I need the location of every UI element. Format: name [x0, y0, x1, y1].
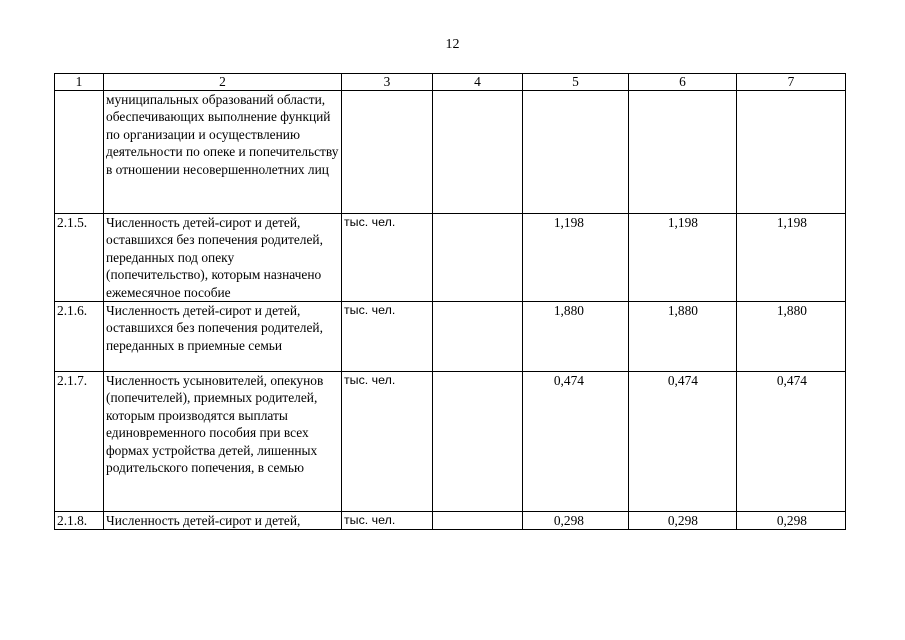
unit-cell: тыс. чел. [342, 372, 433, 512]
value-cell-4 [433, 214, 523, 302]
table-row [55, 302, 846, 372]
row-number: 2.1.7. [55, 372, 104, 512]
column-header: 5 [523, 74, 629, 91]
value-cell-7: 1,880 [737, 302, 846, 372]
value-cell-6: 0,298 [629, 512, 737, 530]
value-cell-7: 1,198 [737, 214, 846, 302]
table-row [55, 91, 846, 214]
row-number: 2.1.5. [55, 214, 104, 302]
indicator-name: Численность детей-сирот и детей, оставшихся без попечения родителей, переданных под опеку (попечительство), которым назначено ежемесячное пособие [104, 214, 342, 302]
indicator-name: Численность детей-сирот и детей, [104, 512, 342, 530]
table-header-row [55, 74, 846, 91]
value-cell-6: 1,880 [629, 302, 737, 372]
value-cell-5: 0,298 [523, 512, 629, 530]
value-cell-5: 0,474 [523, 372, 629, 512]
row-number: 2.1.6. [55, 302, 104, 372]
column-header: 6 [629, 74, 737, 91]
column-header: 1 [55, 74, 104, 91]
column-header: 4 [433, 74, 523, 91]
value-cell-6 [629, 91, 737, 214]
column-header: 3 [342, 74, 433, 91]
table-row [55, 512, 846, 530]
value-cell-4 [433, 512, 523, 530]
value-cell-6: 0,474 [629, 372, 737, 512]
indicator-name: Численность усыновителей, опекунов (попечителей), приемных родителей, которым производятся выплаты единовременного пособия при всех формах устройства детей, лишенных родительского попечения, в семью [104, 372, 342, 512]
value-cell-5 [523, 91, 629, 214]
unit-cell: тыс. чел. [342, 512, 433, 530]
table-row [55, 372, 846, 512]
column-header: 7 [737, 74, 846, 91]
value-cell-5: 1,880 [523, 302, 629, 372]
unit-cell [342, 91, 433, 214]
indicator-name: Численность детей-сирот и детей, оставшихся без попечения родителей, переданных в приемные семьи [104, 302, 342, 372]
row-number [55, 91, 104, 214]
value-cell-4 [433, 91, 523, 214]
value-cell-5: 1,198 [523, 214, 629, 302]
value-cell-7: 0,474 [737, 372, 846, 512]
indicator-name: муниципальных образований области, обеспечивающих выполнение функций по организации и осуществлению деятельности по опеке и попечительству в отношении несовершеннолетних лиц [104, 91, 342, 214]
value-cell-6: 1,198 [629, 214, 737, 302]
value-cell-4 [433, 302, 523, 372]
table-row [55, 214, 846, 302]
unit-cell: тыс. чел. [342, 302, 433, 372]
indicators-table [54, 73, 846, 530]
column-header: 2 [104, 74, 342, 91]
page-number: 12 [445, 37, 460, 52]
value-cell-7: 0,298 [737, 512, 846, 530]
row-number: 2.1.8. [55, 512, 104, 530]
value-cell-7 [737, 91, 846, 214]
unit-cell: тыс. чел. [342, 214, 433, 302]
value-cell-4 [433, 372, 523, 512]
